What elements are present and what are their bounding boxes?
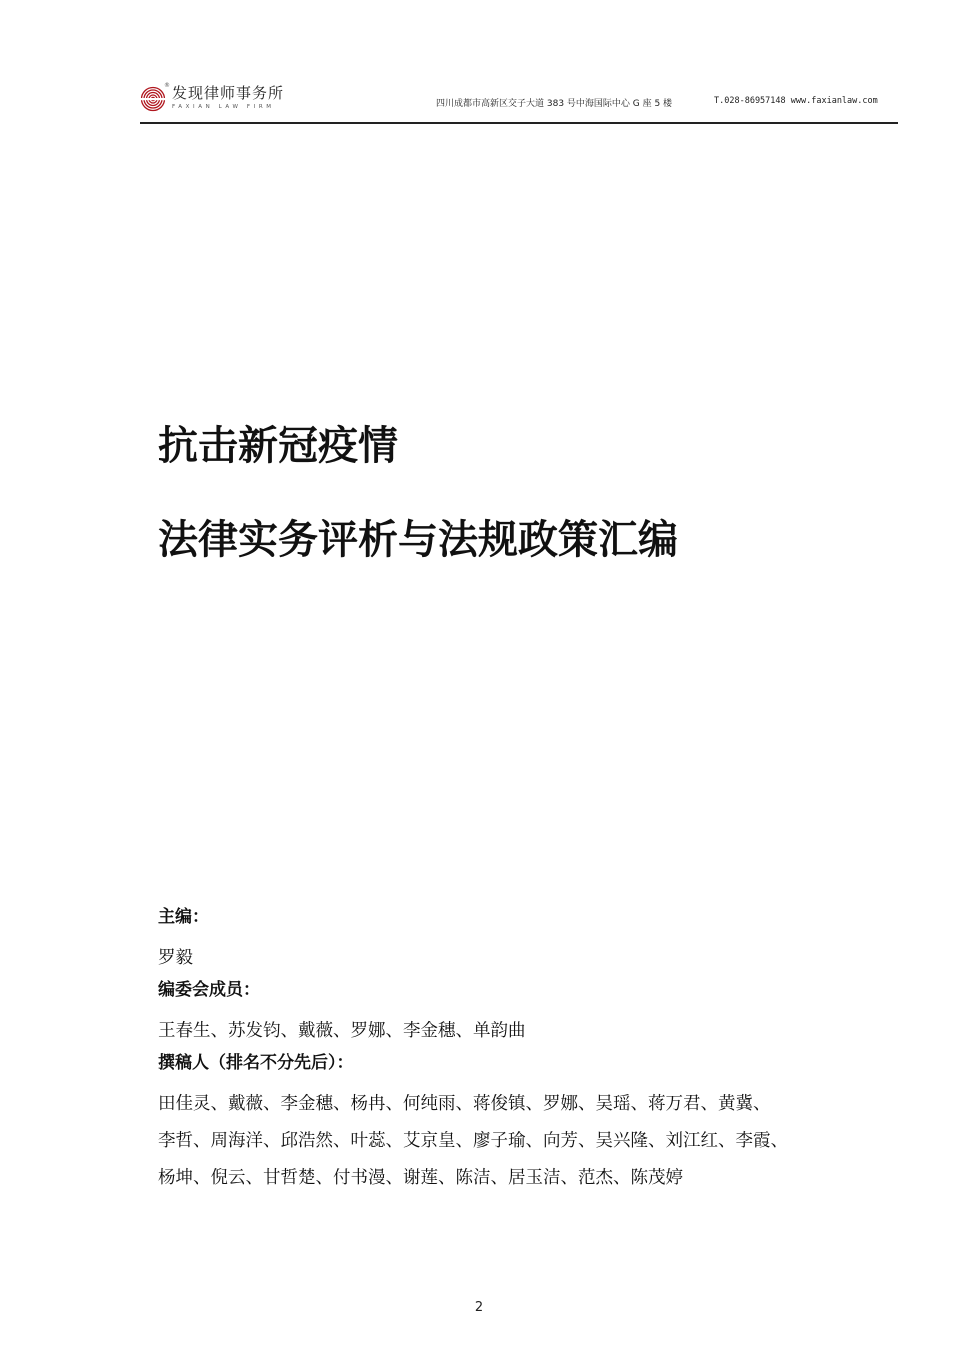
registered-mark: ® bbox=[164, 82, 170, 89]
authors-list bbox=[158, 1086, 858, 1197]
authors-line: 李哲、周海洋、邱浩然、叶蕊、艾京皇、廖子瑜、向芳、吴兴隆、刘江红、李霞、 bbox=[158, 1131, 788, 1151]
firm-name-cn: 发现律师事务所 bbox=[172, 83, 285, 102]
firm-name-en: FAXIAN LAW FIRM bbox=[172, 103, 275, 110]
committee-label: 编委会成员： bbox=[158, 980, 260, 1000]
fingerprint-icon bbox=[140, 82, 170, 112]
credits-section bbox=[158, 904, 858, 1197]
firm-contact: T.028-86957148 www.faxianlaw.com bbox=[714, 96, 878, 106]
committee-members: 王春生、苏发钧、戴薇、罗娜、李金穗、单韵曲 bbox=[158, 1021, 526, 1041]
firm-address: 四川成都市高新区交子大道 383 号中海国际中心 G 座 5 楼 bbox=[436, 99, 673, 109]
page-number: 2 bbox=[474, 1300, 484, 1315]
document-title-line-1: 抗击新冠疫情 bbox=[158, 423, 398, 469]
page-header bbox=[140, 78, 898, 124]
chief-editor-name: 罗毅 bbox=[158, 948, 193, 968]
chief-editor-label: 主编： bbox=[158, 907, 209, 927]
authors-line: 田佳灵、戴薇、李金穗、杨冉、何纯雨、蒋俊镇、罗娜、吴瑶、蒋万君、黄冀、 bbox=[158, 1094, 771, 1114]
authors-label: 撰稿人（排名不分先后）： bbox=[158, 1053, 354, 1073]
authors-line: 杨坤、倪云、甘哲楚、付书漫、谢莲、陈洁、居玉洁、范杰、陈茂婷 bbox=[158, 1168, 683, 1188]
document-title-line-2: 法律实务评析与法规政策汇编 bbox=[158, 517, 678, 563]
firm-logo bbox=[140, 78, 284, 118]
